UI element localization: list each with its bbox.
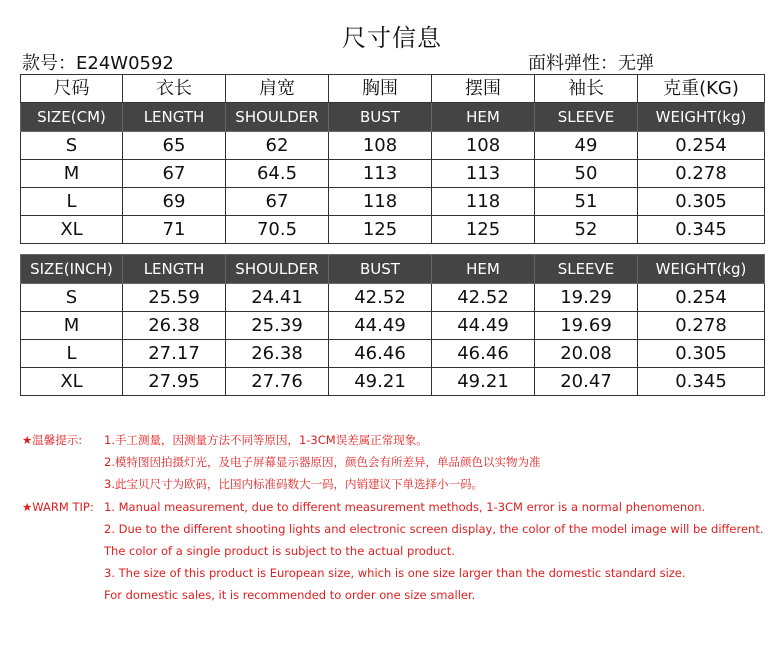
- size-cell: S: [21, 132, 123, 160]
- size-cell: M: [21, 312, 123, 340]
- measurement-cell: 26.38: [123, 312, 226, 340]
- size-cell: XL: [21, 368, 123, 396]
- table-row: [21, 368, 765, 396]
- column-header-cn: 尺码: [21, 75, 123, 103]
- measurement-cell: 0.345: [638, 368, 765, 396]
- column-header: BUST: [329, 255, 432, 284]
- measurement-cell: 69: [123, 188, 226, 216]
- measurement-cell: 27.76: [226, 368, 329, 396]
- column-header: HEM: [432, 103, 535, 132]
- measurement-cell: 49.21: [329, 368, 432, 396]
- tip-line: [22, 518, 764, 540]
- tip-text: 2.模特图因拍摄灯光，及电子屏幕显示器原因，颜色会有所差异，单品颜色以实物为准: [104, 455, 541, 469]
- tip-line: [22, 451, 540, 473]
- fabric-elasticity: 面料弹性：无弹: [528, 53, 654, 74]
- measurement-cell: 0.254: [638, 284, 765, 312]
- measurement-cell: 46.46: [329, 340, 432, 368]
- tip-line: [22, 562, 764, 584]
- measurement-cell: 62: [226, 132, 329, 160]
- column-header: SLEEVE: [535, 255, 638, 284]
- measurement-cell: 46.46: [432, 340, 535, 368]
- table-row: [21, 160, 765, 188]
- warm-tips-chinese: [22, 429, 540, 495]
- column-header: HEM: [432, 255, 535, 284]
- measurement-cell: 19.69: [535, 312, 638, 340]
- warm-tips-english: [22, 496, 764, 606]
- size-cell: M: [21, 160, 123, 188]
- measurement-cell: 20.08: [535, 340, 638, 368]
- table-row: [21, 340, 765, 368]
- table-row: [21, 132, 765, 160]
- size-cell: L: [21, 340, 123, 368]
- measurement-cell: 0.278: [638, 160, 765, 188]
- english-header-row: [21, 255, 765, 284]
- column-header: SHOULDER: [226, 255, 329, 284]
- measurement-cell: 0.254: [638, 132, 765, 160]
- measurement-cell: 25.59: [123, 284, 226, 312]
- measurement-cell: 125: [329, 216, 432, 244]
- tip-line: [22, 584, 764, 606]
- tip-text: The color of a single product is subject to the actual product.: [104, 544, 455, 558]
- measurement-cell: 26.38: [226, 340, 329, 368]
- measurement-cell: 67: [123, 160, 226, 188]
- column-header: SIZE(INCH): [21, 255, 123, 284]
- table-row: [21, 216, 765, 244]
- tip-text: 2. Due to the different shooting lights and electronic screen display, the color of the model image will be different.: [104, 522, 764, 536]
- measurement-cell: 20.47: [535, 368, 638, 396]
- page-title: 尺寸信息: [342, 24, 442, 52]
- tip-text: 1. Manual measurement, due to different measurement methods, 1-3CM error is a normal phenomenon.: [104, 500, 706, 514]
- tip-line: [22, 496, 764, 518]
- column-header-cn: 克重(KG): [638, 75, 765, 103]
- measurement-cell: 52: [535, 216, 638, 244]
- column-header: WEIGHT(kg): [638, 255, 765, 284]
- measurement-cell: 70.5: [226, 216, 329, 244]
- measurement-cell: 0.305: [638, 188, 765, 216]
- table-row: [21, 284, 765, 312]
- tip-line: [22, 473, 540, 495]
- column-header: SLEEVE: [535, 103, 638, 132]
- measurement-cell: 118: [432, 188, 535, 216]
- measurement-cell: 64.5: [226, 160, 329, 188]
- column-header: WEIGHT(kg): [638, 103, 765, 132]
- measurement-cell: 71: [123, 216, 226, 244]
- tips-label: ★温馨提示:: [22, 433, 83, 447]
- size-cell: XL: [21, 216, 123, 244]
- column-header: SHOULDER: [226, 103, 329, 132]
- measurement-cell: 65: [123, 132, 226, 160]
- column-header: LENGTH: [123, 255, 226, 284]
- tip-line: [22, 429, 540, 451]
- measurement-cell: 108: [432, 132, 535, 160]
- chinese-header-row: [21, 75, 765, 103]
- measurement-cell: 42.52: [329, 284, 432, 312]
- measurement-cell: 49: [535, 132, 638, 160]
- measurement-cell: 24.41: [226, 284, 329, 312]
- size-table-cm: [20, 74, 765, 244]
- measurement-cell: 113: [432, 160, 535, 188]
- tips-label: ★WARM TIP:: [22, 500, 94, 514]
- tip-text: 3. The size of this product is European size, which is one size larger than the domestic standard size.: [104, 566, 686, 580]
- measurement-cell: 27.95: [123, 368, 226, 396]
- column-header-cn: 肩宽: [226, 75, 329, 103]
- measurement-cell: 113: [329, 160, 432, 188]
- measurement-cell: 125: [432, 216, 535, 244]
- tip-text: For domestic sales, it is recommended to order one size smaller.: [104, 588, 476, 602]
- column-header-cn: 袖长: [535, 75, 638, 103]
- measurement-cell: 50: [535, 160, 638, 188]
- measurement-cell: 25.39: [226, 312, 329, 340]
- measurement-cell: 51: [535, 188, 638, 216]
- measurement-cell: 49.21: [432, 368, 535, 396]
- measurement-cell: 118: [329, 188, 432, 216]
- measurement-cell: 44.49: [432, 312, 535, 340]
- size-cell: L: [21, 188, 123, 216]
- english-header-row: [21, 103, 765, 132]
- style-number: 款号：E24W0592: [22, 53, 174, 74]
- tip-line: [22, 540, 764, 562]
- size-table-inch: [20, 254, 765, 396]
- tip-text: 3.此宝贝尺寸为欧码，比国内标准码数大一码，内销建议下单选择小一码。: [104, 477, 483, 491]
- column-header-cn: 胸围: [329, 75, 432, 103]
- column-header: BUST: [329, 103, 432, 132]
- size-cell: S: [21, 284, 123, 312]
- measurement-cell: 42.52: [432, 284, 535, 312]
- table-row: [21, 312, 765, 340]
- measurement-cell: 27.17: [123, 340, 226, 368]
- measurement-cell: 0.345: [638, 216, 765, 244]
- tip-text: 1.手工测量，因测量方法不同等原因，1-3CM误差属正常现象。: [104, 433, 428, 447]
- column-header: LENGTH: [123, 103, 226, 132]
- measurement-cell: 19.29: [535, 284, 638, 312]
- column-header-cn: 摆围: [432, 75, 535, 103]
- table-row: [21, 188, 765, 216]
- measurement-cell: 67: [226, 188, 329, 216]
- measurement-cell: 44.49: [329, 312, 432, 340]
- measurement-cell: 0.278: [638, 312, 765, 340]
- measurement-cell: 108: [329, 132, 432, 160]
- measurement-cell: 0.305: [638, 340, 765, 368]
- column-header: SIZE(CM): [21, 103, 123, 132]
- column-header-cn: 衣长: [123, 75, 226, 103]
